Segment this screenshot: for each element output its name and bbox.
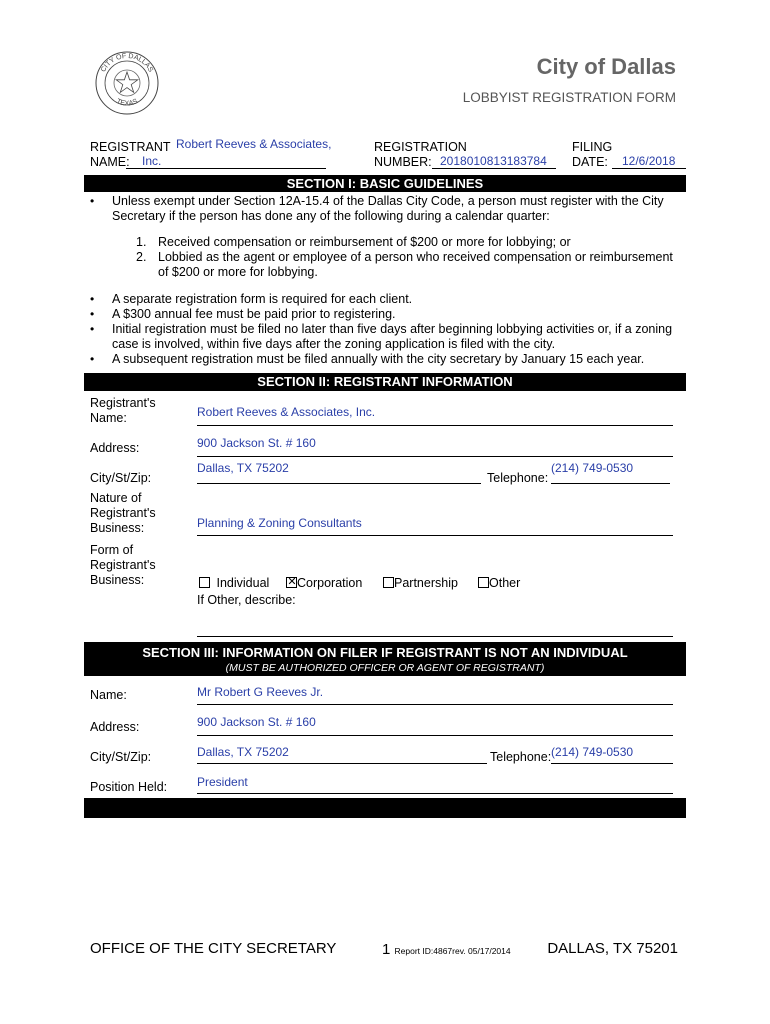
other-describe-line[interactable] [197, 636, 673, 637]
checkbox-icon[interactable] [478, 577, 489, 588]
other-describe-label: If Other, describe: [197, 593, 296, 607]
section1-bullet-list [84, 292, 686, 367]
footer-city: DALLAS, TX 75201 [547, 940, 678, 957]
registrant-underline [126, 168, 326, 169]
city-value: Dallas, TX 75202 [197, 461, 289, 475]
checked-checkbox-icon[interactable] [286, 577, 297, 588]
filer-name-label: Name: [90, 688, 127, 702]
city-line [197, 483, 481, 484]
section1-intro: • Unless exempt under Section 12A-15.4 of the Dallas City Code, a person must register with the City Secretary if the person has done any of the following during a calendar quarter: [84, 194, 686, 224]
filing-date-value: 12/6/2018 [622, 154, 676, 168]
filing-underline [612, 168, 686, 169]
section1-header: SECTION I: BASIC GUIDELINES [84, 175, 686, 192]
checkbox-other[interactable]: Other [478, 576, 520, 590]
filer-telephone-value: (214) 749-0530 [551, 745, 634, 759]
filer-city-label: City/St/Zip: [90, 750, 152, 764]
filer-name-value: Mr Robert G Reeves Jr. [197, 685, 324, 699]
footer-office: OFFICE OF THE CITY SECRETARY [90, 940, 337, 957]
position-value: President [197, 775, 248, 789]
address-label: Address: [90, 441, 140, 455]
registration-underline [432, 168, 556, 169]
checkbox-partnership[interactable]: Partnership [383, 576, 458, 590]
filer-address-line [197, 735, 673, 736]
registrant-value-line1: Robert Reeves & Associates, [176, 137, 332, 151]
registration-number-value: 2018010813183784 [440, 154, 547, 168]
filer-address-value: 900 Jackson St. # 160 [197, 715, 316, 729]
section1-intro-list [84, 194, 686, 224]
list-item: 2. Lobbied as the agent or employee of a person who received compensation or reimbursement of $200 or more for lobbying. [136, 250, 673, 279]
filer-name-line [197, 704, 673, 705]
form-subtitle: LOBBYIST REGISTRATION FORM [462, 90, 676, 105]
registrant-name-line [197, 425, 673, 426]
page-title: City of Dallas [536, 54, 676, 79]
list-item: • A subsequent registration must be filed annually with the city secretary by January 15 each year. [84, 352, 686, 367]
form-label: Form of Registrant's Business: [90, 543, 156, 587]
seal-top-text: CITY OF DALLAS [99, 52, 155, 74]
telephone-value: (214) 749-0530 [551, 461, 634, 475]
section2-header: SECTION II: REGISTRANT INFORMATION [84, 373, 686, 391]
position-line [197, 793, 673, 794]
nature-value: Planning & Zoning Consultants [197, 516, 362, 530]
registrant-name-field-label: Registrant's Name: [90, 396, 156, 425]
list-item: • Initial registration must be filed no later than five days after beginning lobbying activities or, if a zoning case is involved, within five days after the zoning application is filed with the city. [84, 322, 686, 352]
filer-telephone-label: Telephone: [490, 750, 552, 764]
telephone-line [551, 483, 670, 484]
filing-label: FILING [572, 140, 613, 154]
section3-footer-bar [84, 798, 686, 818]
filer-city-line [197, 763, 487, 764]
section3-title: SECTION III: INFORMATION ON FILER IF REGISTRANT IS NOT AN INDIVIDUAL [142, 645, 628, 660]
checkbox-individual[interactable]: Individual [199, 576, 269, 590]
list-item: 1. Received compensation or reimbursement of $200 or more for lobbying; or [136, 235, 571, 249]
filer-address-label: Address: [90, 720, 140, 734]
checkbox-corporation[interactable]: ✕ Corporation [286, 576, 362, 590]
list-item: • A $300 annual fee must be paid prior to registering. [84, 307, 686, 322]
city-label: City/St/Zip: [90, 471, 152, 485]
nature-label: Nature of Registrant's Business: [90, 491, 156, 535]
registration-number-label: NUMBER: [374, 155, 432, 169]
seal-bottom-text: TEXAS [115, 98, 139, 108]
footer-page-number: 1 Report ID:4867rev. 05/17/2014 [382, 941, 511, 958]
registration-label: REGISTRATION [374, 140, 467, 154]
section1-numbered-list [136, 235, 684, 280]
checkbox-icon[interactable] [199, 577, 210, 588]
registrant-label: REGISTRANT [90, 140, 171, 154]
position-label: Position Held: [90, 780, 168, 794]
footer-report-id: Report ID:4867rev. 05/17/2014 [394, 946, 511, 956]
filer-telephone-line [551, 763, 673, 764]
address-line [197, 456, 673, 457]
registrant-value-line2: Inc. [142, 154, 162, 168]
list-item: • A separate registration form is required for each client. [84, 292, 686, 307]
telephone-label: Telephone: [487, 471, 549, 485]
seal-icon [94, 50, 160, 116]
filing-date-label: DATE: [572, 155, 608, 169]
section3-header [84, 642, 686, 676]
section3-subtitle: (MUST BE AUTHORIZED OFFICER OR AGENT OF REGISTRANT) [225, 662, 545, 674]
address-value: 900 Jackson St. # 160 [197, 436, 316, 450]
nature-line [197, 535, 673, 536]
registrant-name-value: Robert Reeves & Associates, Inc. [197, 405, 376, 419]
city-seal [94, 50, 160, 116]
checkbox-icon[interactable] [383, 577, 394, 588]
filer-city-value: Dallas, TX 75202 [197, 745, 289, 759]
registrant-name-label: NAME: [90, 155, 130, 169]
